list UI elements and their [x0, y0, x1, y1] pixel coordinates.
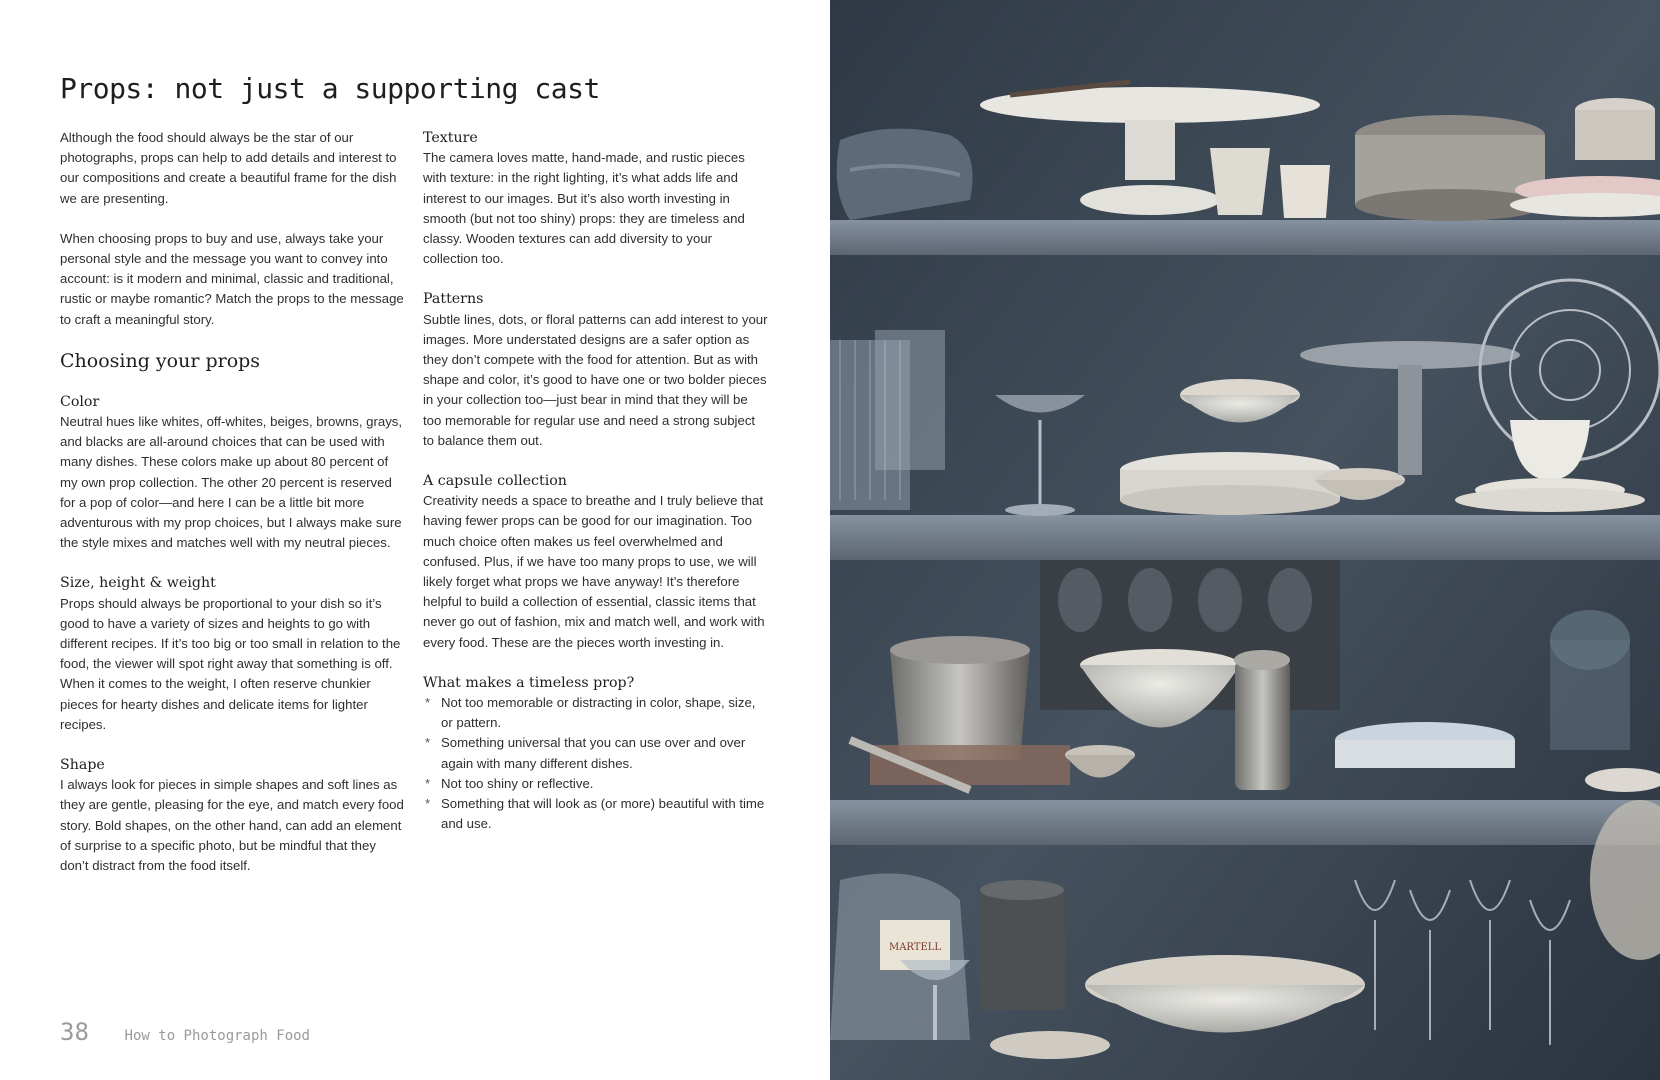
bullet-marker: * — [425, 775, 431, 791]
intro-paragraph-1: Although the food should always be the star of our photographs, props can help to add details and interest to our compositions and create a beautiful frame for the dish we are presenting. — [60, 130, 397, 206]
list-item: * Not too shiny or reflective. — [423, 774, 768, 794]
timeless-list — [423, 693, 768, 834]
patterns-section — [423, 289, 768, 451]
shelf-3 — [830, 800, 1660, 845]
shelf-photo — [830, 0, 1660, 1080]
patterns-body: Subtle lines, dots, or floral patterns can add interest to your images. More understated designs are a safer option as they don’t compete with the food for attention. But as with shape and color, it’s good to have one or two bolder pieces in your collection too—just bear in mind that they will be too memorable for regular use and need a strong subject to balance them out. — [423, 311, 768, 448]
metal-cake-stand — [1300, 341, 1520, 369]
color-body: Neutral hues like whites, off-whites, beiges, browns, grays, and blacks are all-around choices that can be used with many dishes. These colors make up about 80 percent of my own prop collection. The other 20 percent is reserved for a pop of color—and here I can be a little bit more adventurous with my prop choices, but I always make sure the style mixes and matches well with my neutral pieces. — [60, 414, 403, 551]
shape-title: Shape — [60, 757, 105, 774]
small-plates — [990, 1031, 1110, 1059]
texture-body: The camera loves matte, hand-made, and rustic pieces with texture: in the right lighting, it’s what adds life and interest to our images. But it’s also worth investing in smooth (but not too shiny) props: they are timeless and classy. Wooden textures can add diversity to your collection too. — [423, 150, 745, 267]
page-number: 38 — [60, 1018, 89, 1046]
martell-label-text: MARTELL — [888, 942, 942, 953]
size-body: Props should always be proportional to your dish so it’s good to have a variety of sizes and heights to go with different recipes. If it’s too big or too small in relation to the food, the viewer will spot right away that something is off. When it comes to the weight, I often reserve chunkier pieces for hearty dishes and delicate items for lighter recipes. — [60, 595, 401, 732]
bullet-marker: * — [425, 735, 431, 751]
text-column-2 — [423, 128, 768, 855]
list-item: * Something that will look as (or more) beautiful with time and use. — [425, 796, 765, 832]
texture-title: Texture — [423, 130, 478, 146]
running-footer: How to Photograph Food — [124, 1028, 310, 1044]
patterns-title: Patterns — [423, 291, 484, 308]
intro-paragraph-2: When choosing props to buy and use, always take your personal style and the message you want to convey into account: is it modern and minimal, classic and traditional, rustic or maybe romantic? Match the props to the message to craft a meaningful story. — [60, 230, 404, 327]
metal-bowls — [890, 650, 1030, 760]
capsule-title: A capsule collection — [423, 473, 567, 490]
bullet-marker: * — [425, 796, 431, 812]
capsule-body: Creativity needs a space to breathe and I truly believe that having fewer props can be good for our imagination. Too much choice often makes us feel overwhelmed and confused. Plus, if we have too many props to use, we will likely forget what props we have anyway! It’s therefore helpful to build a collection of essential, classic items that never go out of fashion, mix and match well, and work with every food. These are the pieces worth investing in. — [423, 493, 765, 650]
texture-section — [423, 128, 768, 269]
shape-body: I always look for pieces in simple shapes and soft lines as they are gentle, pleasing for the eye, and match every food story. Bold shapes, on the other hand, can add an element of surprise to a specific photo, but be mindful that they don’t distract from the food itself. — [60, 777, 404, 874]
bullet-marker: * — [425, 695, 431, 711]
section-heading: Choosing your props — [60, 349, 261, 372]
shelf-2 — [830, 515, 1660, 560]
shape-section — [60, 755, 405, 876]
small-pitcher — [1280, 165, 1330, 218]
page-title: Props: not just a supporting cast — [60, 72, 600, 105]
size-section — [60, 573, 405, 735]
metal-shaker — [1235, 660, 1290, 790]
creamer-cup — [1210, 148, 1270, 215]
list-item: * Something universal that you can use over and over again with many different dishes. — [425, 735, 746, 771]
size-title: Size, height & weight — [60, 575, 216, 592]
text-column-1 — [60, 128, 405, 896]
shelf-1 — [830, 220, 1660, 255]
color-section — [60, 392, 405, 554]
timeless-section — [423, 673, 768, 835]
color-title: Color — [60, 393, 100, 410]
page-footer — [60, 1018, 310, 1046]
tin-canister — [980, 890, 1065, 1010]
list-item: * Not too memorable or distracting in color, shape, size, or pattern. — [425, 695, 756, 731]
capsule-section — [423, 471, 768, 653]
timeless-title: What makes a timeless prop? — [423, 674, 635, 691]
cake-stand-stem — [1125, 120, 1175, 180]
